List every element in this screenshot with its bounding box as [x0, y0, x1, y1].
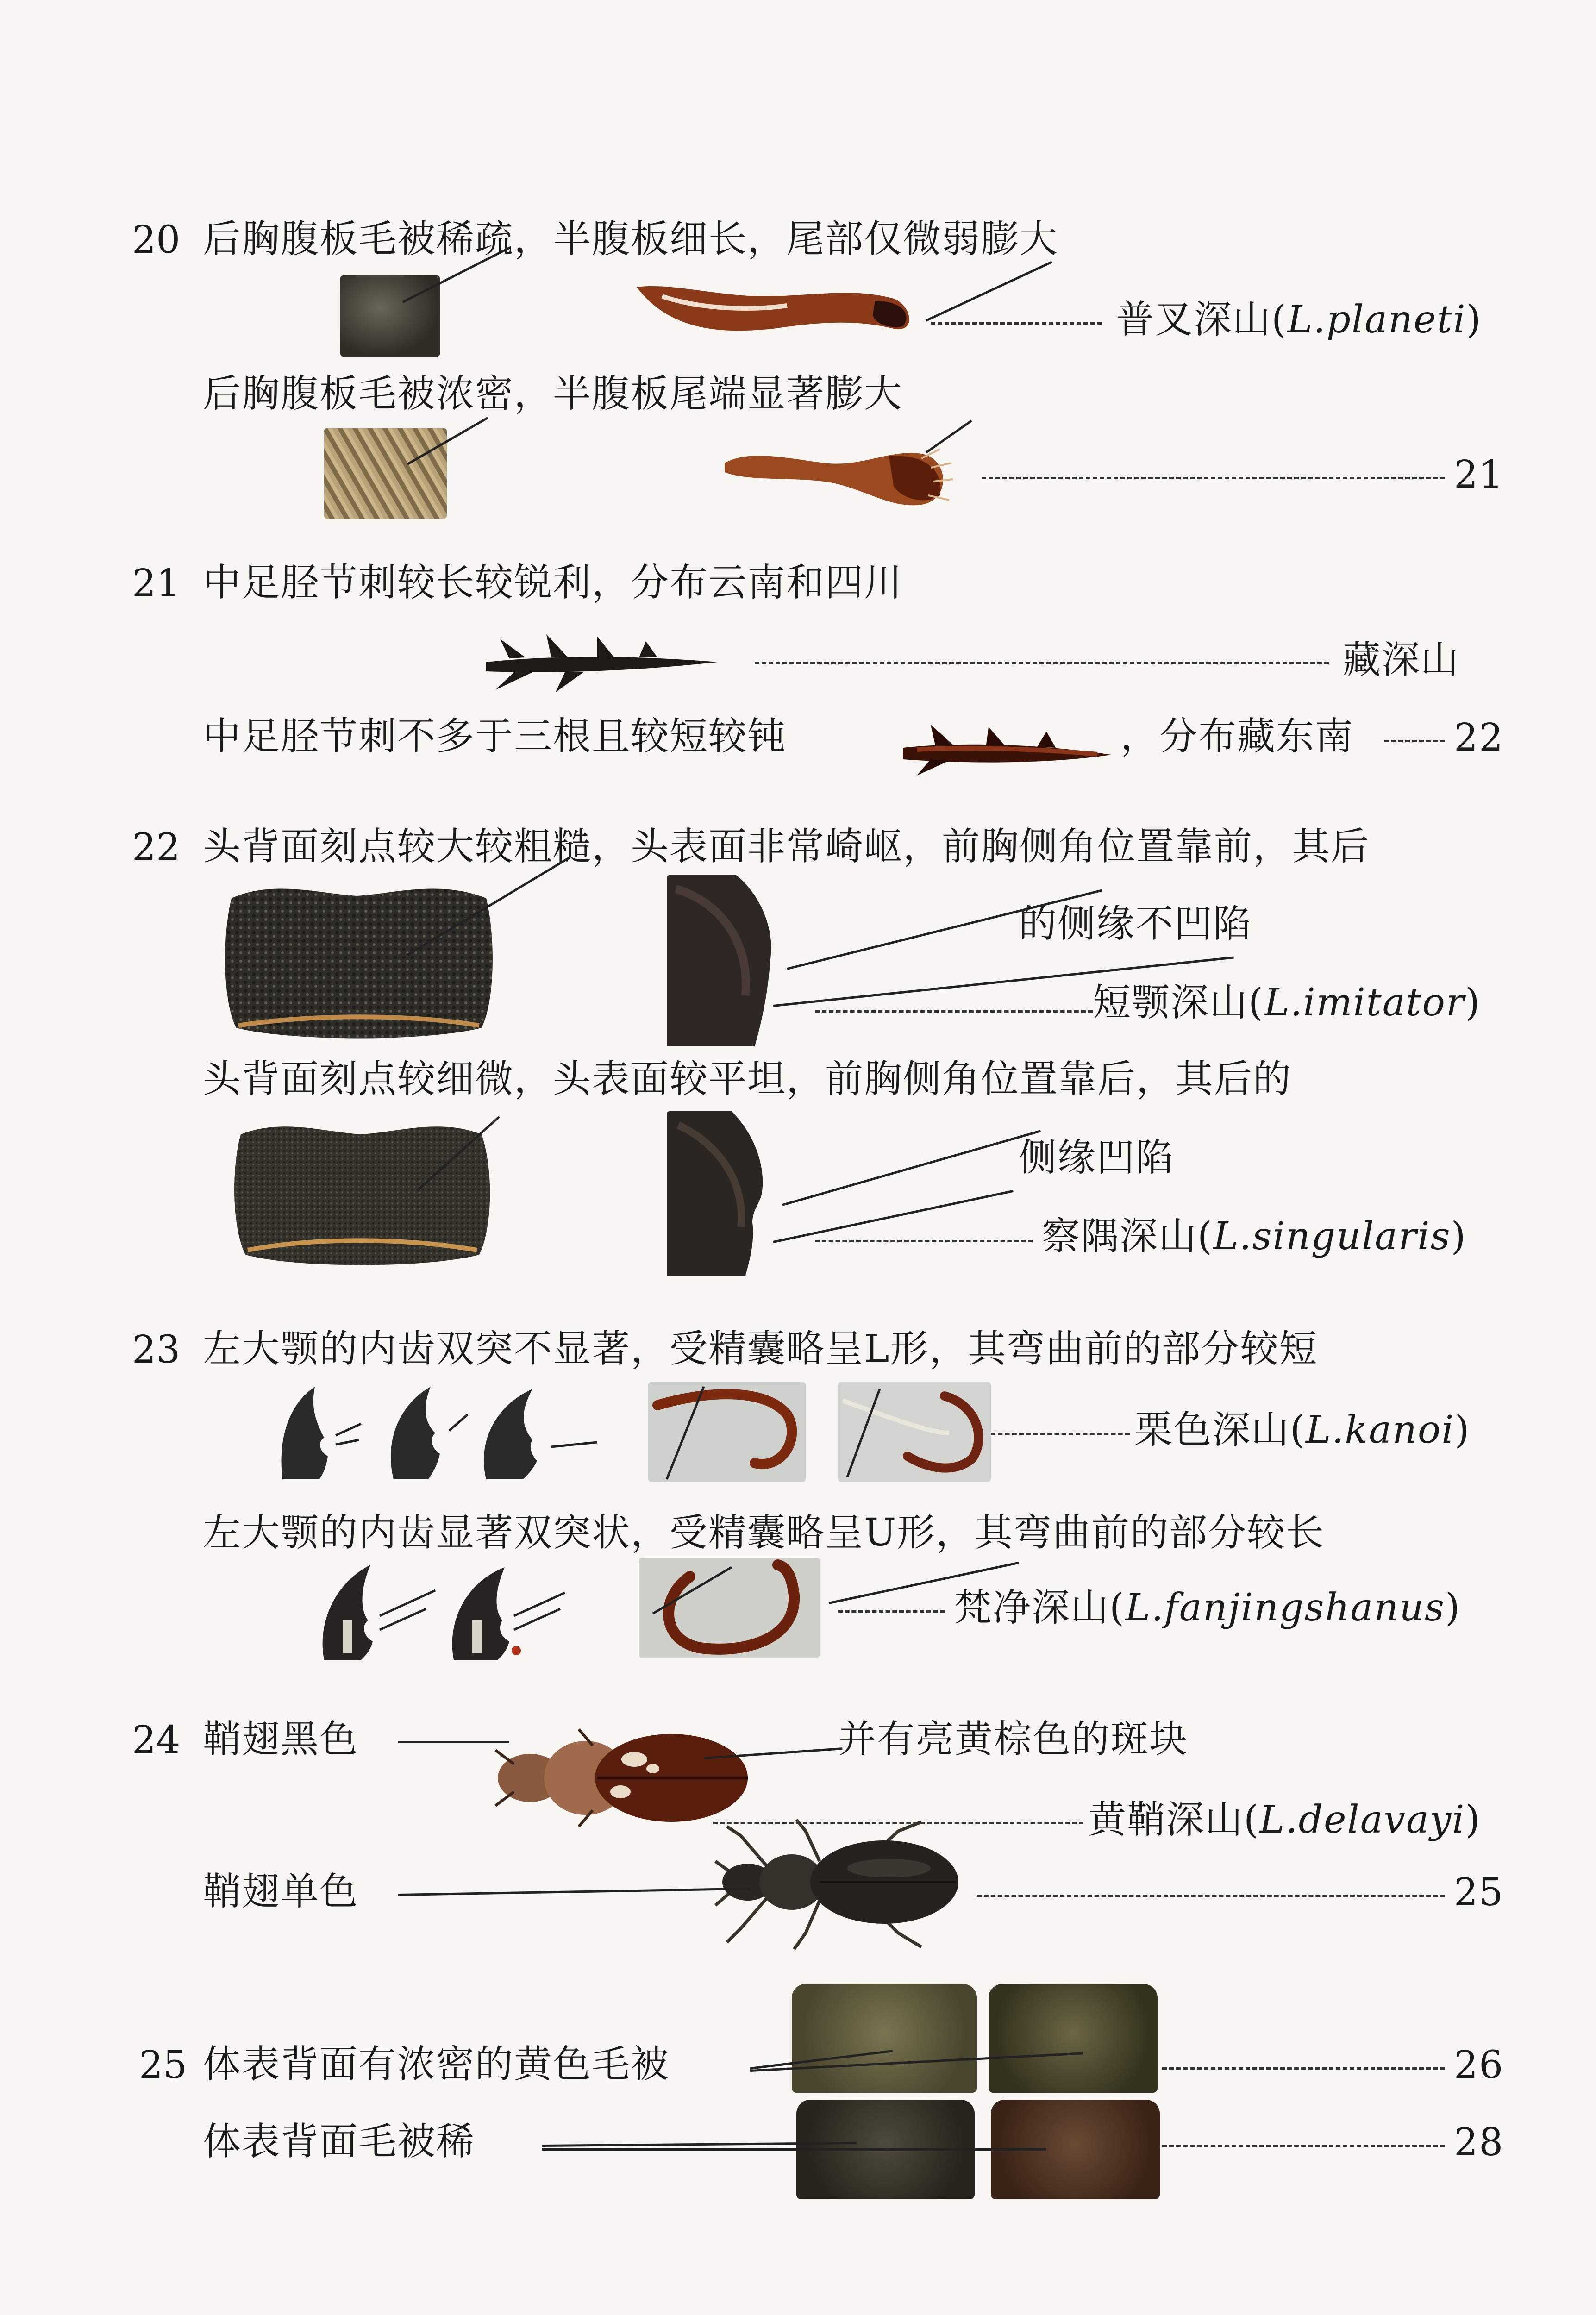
- result-species: 察隅深山(L.singularis): [1042, 1214, 1467, 1258]
- species-scientific-name: L.kanoi: [1306, 1408, 1455, 1452]
- left-mandible-teeth-strong-image: [315, 1556, 574, 1662]
- couplet-24a-text: 鞘翅黑色: [203, 1717, 359, 1761]
- pronotum-side-no-emargination-image: [667, 875, 778, 1051]
- couplet-number: 23: [132, 1328, 181, 1372]
- species-chinese-name: 黄鞘深山: [1088, 1798, 1244, 1842]
- dorsum-dense-hairs-image-1: [792, 1984, 977, 2093]
- dash-leader: [1384, 740, 1445, 742]
- species-chinese-name: 梵净深山: [954, 1586, 1110, 1630]
- leader-line: [398, 1741, 509, 1743]
- species-chinese-name: 藏深山: [1343, 638, 1460, 682]
- result-couplet-ref: 26: [1454, 2043, 1504, 2087]
- dash-leader: [815, 1240, 1033, 1242]
- result-species: 黄鞘深山(L.delavayi): [1088, 1798, 1481, 1842]
- species-scientific-name: L.planeti: [1287, 298, 1466, 342]
- distribution-suffix: [1120, 714, 1354, 758]
- result-species: 栗色深山(L.kanoi): [1134, 1408, 1471, 1452]
- metasternum-sparse-image: [340, 275, 440, 357]
- beetle-black-elytra-yellow-spots-image: [486, 1722, 750, 1833]
- couplet-21b-text: [203, 714, 787, 758]
- leader-line: [782, 1130, 1041, 1206]
- left-mandible-teeth-weak-image: [273, 1377, 607, 1484]
- couplet-23b-text: 左大颚的内齿显著双突状，受精囊略呈U形，其弯曲前的部分较长: [203, 1511, 1325, 1555]
- couplet-number: 21: [132, 562, 181, 606]
- species-chinese-name: 短颚深山: [1093, 981, 1249, 1025]
- couplet-22b-text: 头背面刻点较细微，头表面较平坦，前胸侧角位置靠后，其后的: [203, 1057, 1292, 1101]
- dash-leader: [1162, 2145, 1445, 2147]
- couplet-23a-text: 左大颚的内齿双突不显著，受精囊略呈L形，其弯曲前的部分较短: [203, 1327, 1318, 1371]
- result-couplet-ref: 28: [1454, 2121, 1504, 2165]
- couplet-20b-text: 后胸腹板毛被浓密，半腹板尾端显著膨大: [203, 372, 903, 416]
- distribution-text: ，分布藏东南: [1120, 714, 1354, 758]
- couplet-20a-text: 后胸腹板毛被稀疏，半腹板细长，尾部仅微弱膨大: [203, 217, 1059, 261]
- couplet-22a-text: 头背面刻点较大较粗糙，头表面非常崎岖，前胸侧角位置靠前，其后: [203, 825, 1370, 869]
- dash-leader: [931, 322, 1102, 325]
- head-fine-punctures-image: [227, 1116, 495, 1273]
- species-scientific-name: L.fanjingshanus: [1125, 1586, 1446, 1630]
- spermatheca-u-curve: [639, 1558, 820, 1658]
- beetle-uniform-elytra-image: [713, 1817, 972, 1952]
- couplet-21a-text: 中足胫节刺较长较锐利，分布云南和四川: [203, 561, 903, 605]
- result-species: 短颚深山(L.imitator): [1093, 981, 1481, 1025]
- dash-leader: [815, 1010, 1093, 1013]
- couplet-number: 20: [132, 218, 181, 262]
- spermatheca-curve-1: [648, 1382, 806, 1482]
- couplet-25a-text: 体表背面有浓密的黄色毛被: [203, 2042, 670, 2086]
- dash-leader: [1162, 2067, 1445, 2070]
- couplet-22b-text-cont: 侧缘凹陷: [1019, 1136, 1175, 1180]
- species-chinese-name: 察隅深山: [1042, 1214, 1198, 1258]
- couplet-number: 25: [139, 2043, 188, 2087]
- hemisternite-swollen-image: [722, 431, 954, 512]
- mid-tibia-short-spines-image: [898, 720, 1116, 780]
- hemisternite-slim-image: [634, 278, 917, 347]
- species-scientific-name: L.singularis: [1213, 1214, 1451, 1258]
- species-chinese-name: 普叉深山: [1116, 298, 1272, 342]
- dash-leader: [982, 477, 1445, 479]
- species-chinese-name: 栗色深山: [1134, 1408, 1290, 1452]
- couplet-21b-main: 中足胫节刺不多于三根且较短较钝: [203, 714, 787, 758]
- result-couplet-ref: 22: [1454, 716, 1504, 760]
- couplet-25b-text: 体表背面毛被稀: [203, 2120, 476, 2164]
- couplet-24a-text-cont: 并有亮黄棕色的斑块: [838, 1717, 1189, 1761]
- head-coarse-punctures-image: [218, 880, 500, 1051]
- pronotum-side-emarginate-image: [667, 1111, 773, 1278]
- leader-line: [926, 261, 1052, 321]
- result-species: 普叉深山(L.planeti): [1116, 298, 1482, 342]
- result-couplet-ref: 25: [1454, 1871, 1504, 1915]
- couplet-22a-text-cont: 的侧缘不凹陷: [1019, 902, 1252, 946]
- dash-leader: [838, 1610, 945, 1613]
- dorsum-dense-hairs-image-2: [989, 1984, 1158, 2093]
- couplet-number: 22: [132, 826, 181, 870]
- metasternum-dense-image: [324, 428, 447, 519]
- mid-tibia-long-spines-image: [482, 630, 722, 694]
- couplet-24b-text: 鞘翅单色: [203, 1870, 359, 1914]
- dash-leader: [977, 1895, 1445, 1897]
- result-couplet-ref: 21: [1454, 453, 1504, 497]
- species-scientific-name: L.imitator: [1264, 981, 1465, 1025]
- spermatheca-curve-2: [838, 1382, 991, 1482]
- couplet-number: 24: [132, 1718, 181, 1762]
- result-species: 梵净深山(L.fanjingshanus): [954, 1586, 1461, 1630]
- leader-line: [398, 1888, 750, 1896]
- species-scientific-name: L.delavayi: [1259, 1798, 1465, 1842]
- dash-leader: [755, 662, 1329, 664]
- dash-leader: [991, 1433, 1130, 1435]
- leader-line: [542, 2148, 1046, 2151]
